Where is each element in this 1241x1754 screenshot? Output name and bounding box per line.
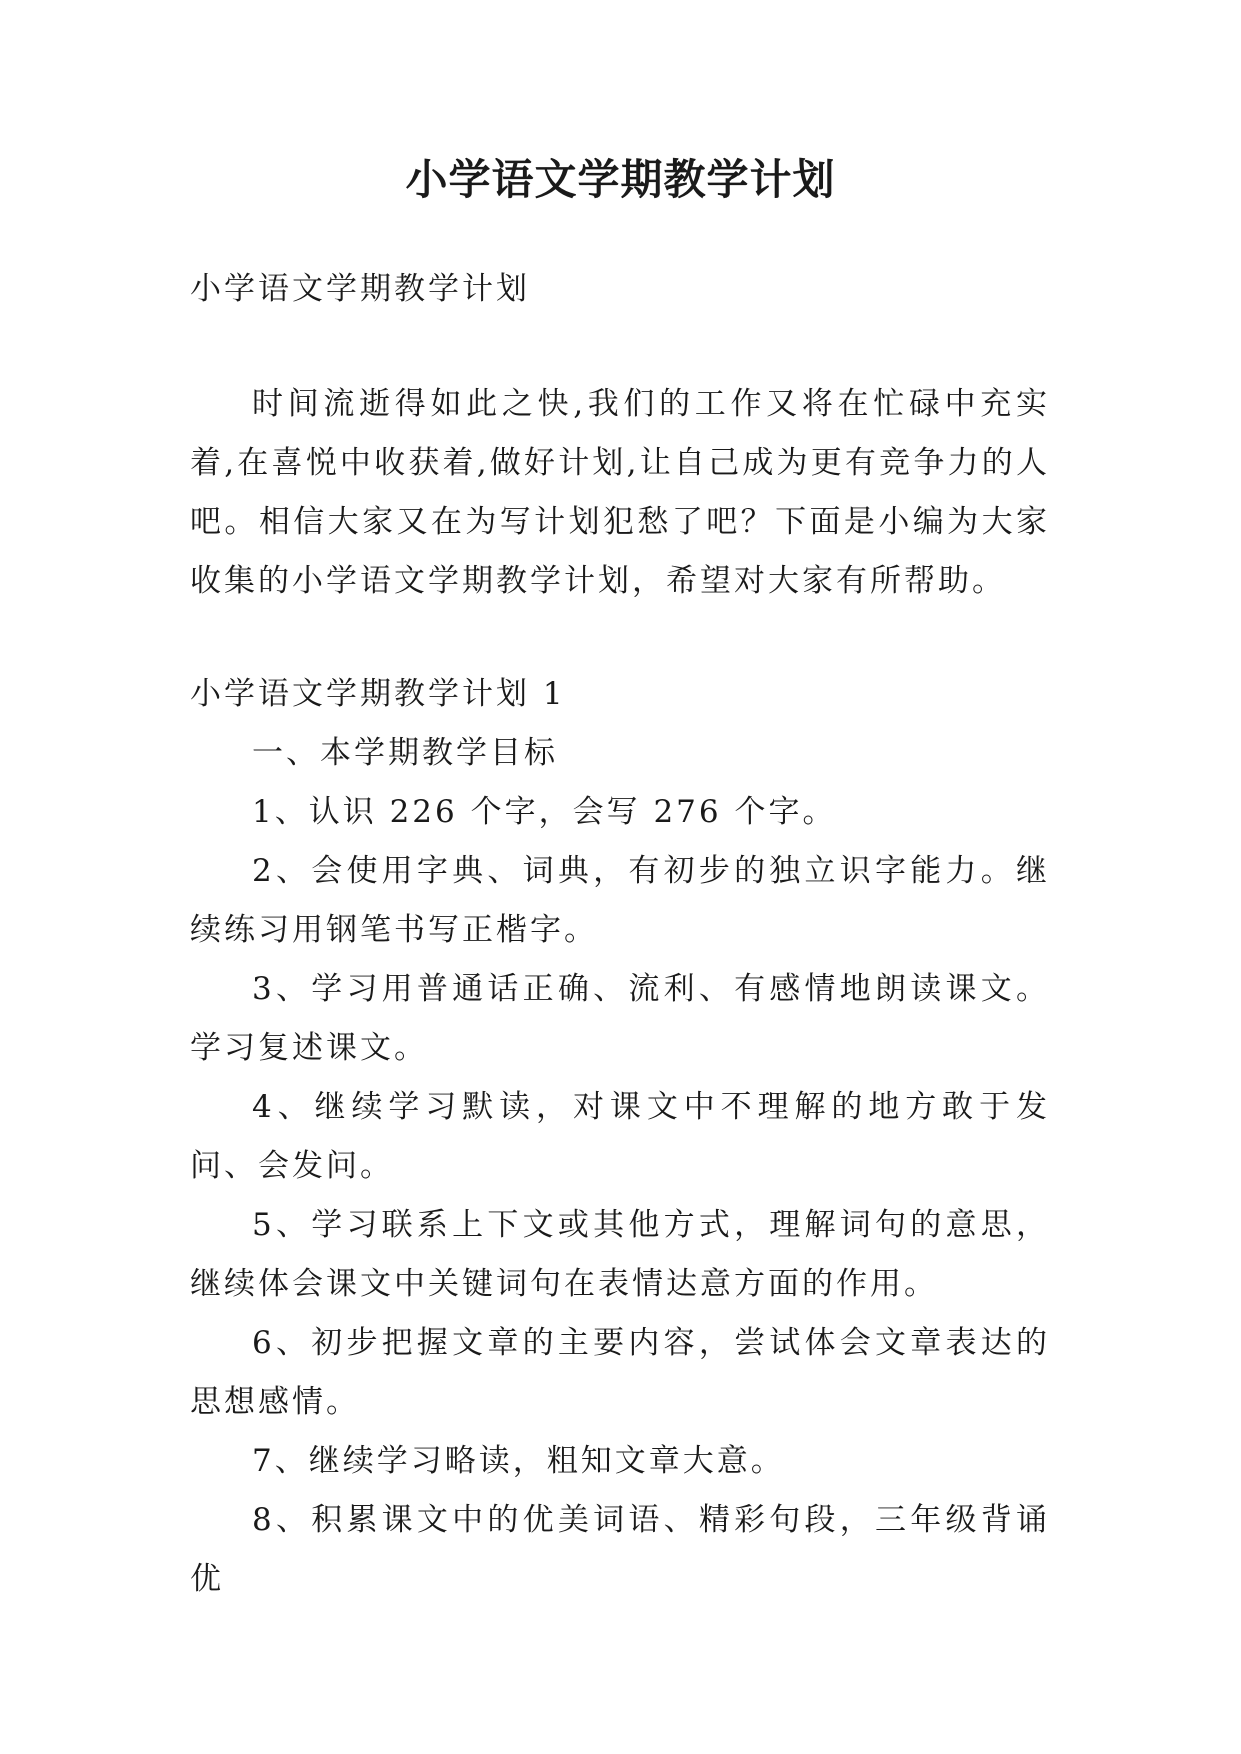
goal-item-2: 2、会使用字典、词典，有初步的独立识字能力。继续练习用钢笔书写正楷字。: [190, 853, 1050, 948]
section-title: 小学语文学期教学计划 1: [190, 676, 566, 712]
goal-item-3: 3、学习用普通话正确、流利、有感情地朗读课文。学习复述课文。: [190, 971, 1050, 1066]
goal-item-1: 1、认识 226 个字，会写 276 个字。: [252, 794, 837, 830]
document-subtitle: 小学语文学期教学计划: [190, 271, 530, 307]
document-title: 小学语文学期教学计划: [405, 155, 836, 204]
goal-item-6: 6、初步把握文章的主要内容，尝试体会文章表达的思想感情。: [190, 1325, 1050, 1420]
goal-item-5: 5、学习联系上下文或其他方式，理解词句的意思，继续体会课文中关键词句在表情达意方面的作用。: [190, 1207, 1050, 1302]
goal-item-8: 8、积累课文中的优美词语、精彩句段，三年级背诵优: [190, 1502, 1050, 1597]
goal-item-4: 4、继续学习默读，对课文中不理解的地方敢于发问、会发问。: [190, 1089, 1050, 1184]
section-heading: 一、本学期教学目标: [252, 735, 558, 771]
intro-paragraph: 时间流逝得如此之快,我们的工作又将在忙碌中充实着,在喜悦中收获着,做好计划,让自己成为更有竞争力的人吧。相信大家又在为写计划犯愁了吧？下面是小编为大家收集的小学语文学期教学计划，希望对大家有所帮助。: [190, 386, 1050, 599]
goal-item-7: 7、继续学习略读，粗知文章大意。: [252, 1443, 785, 1479]
document-body: [190, 260, 1050, 1609]
